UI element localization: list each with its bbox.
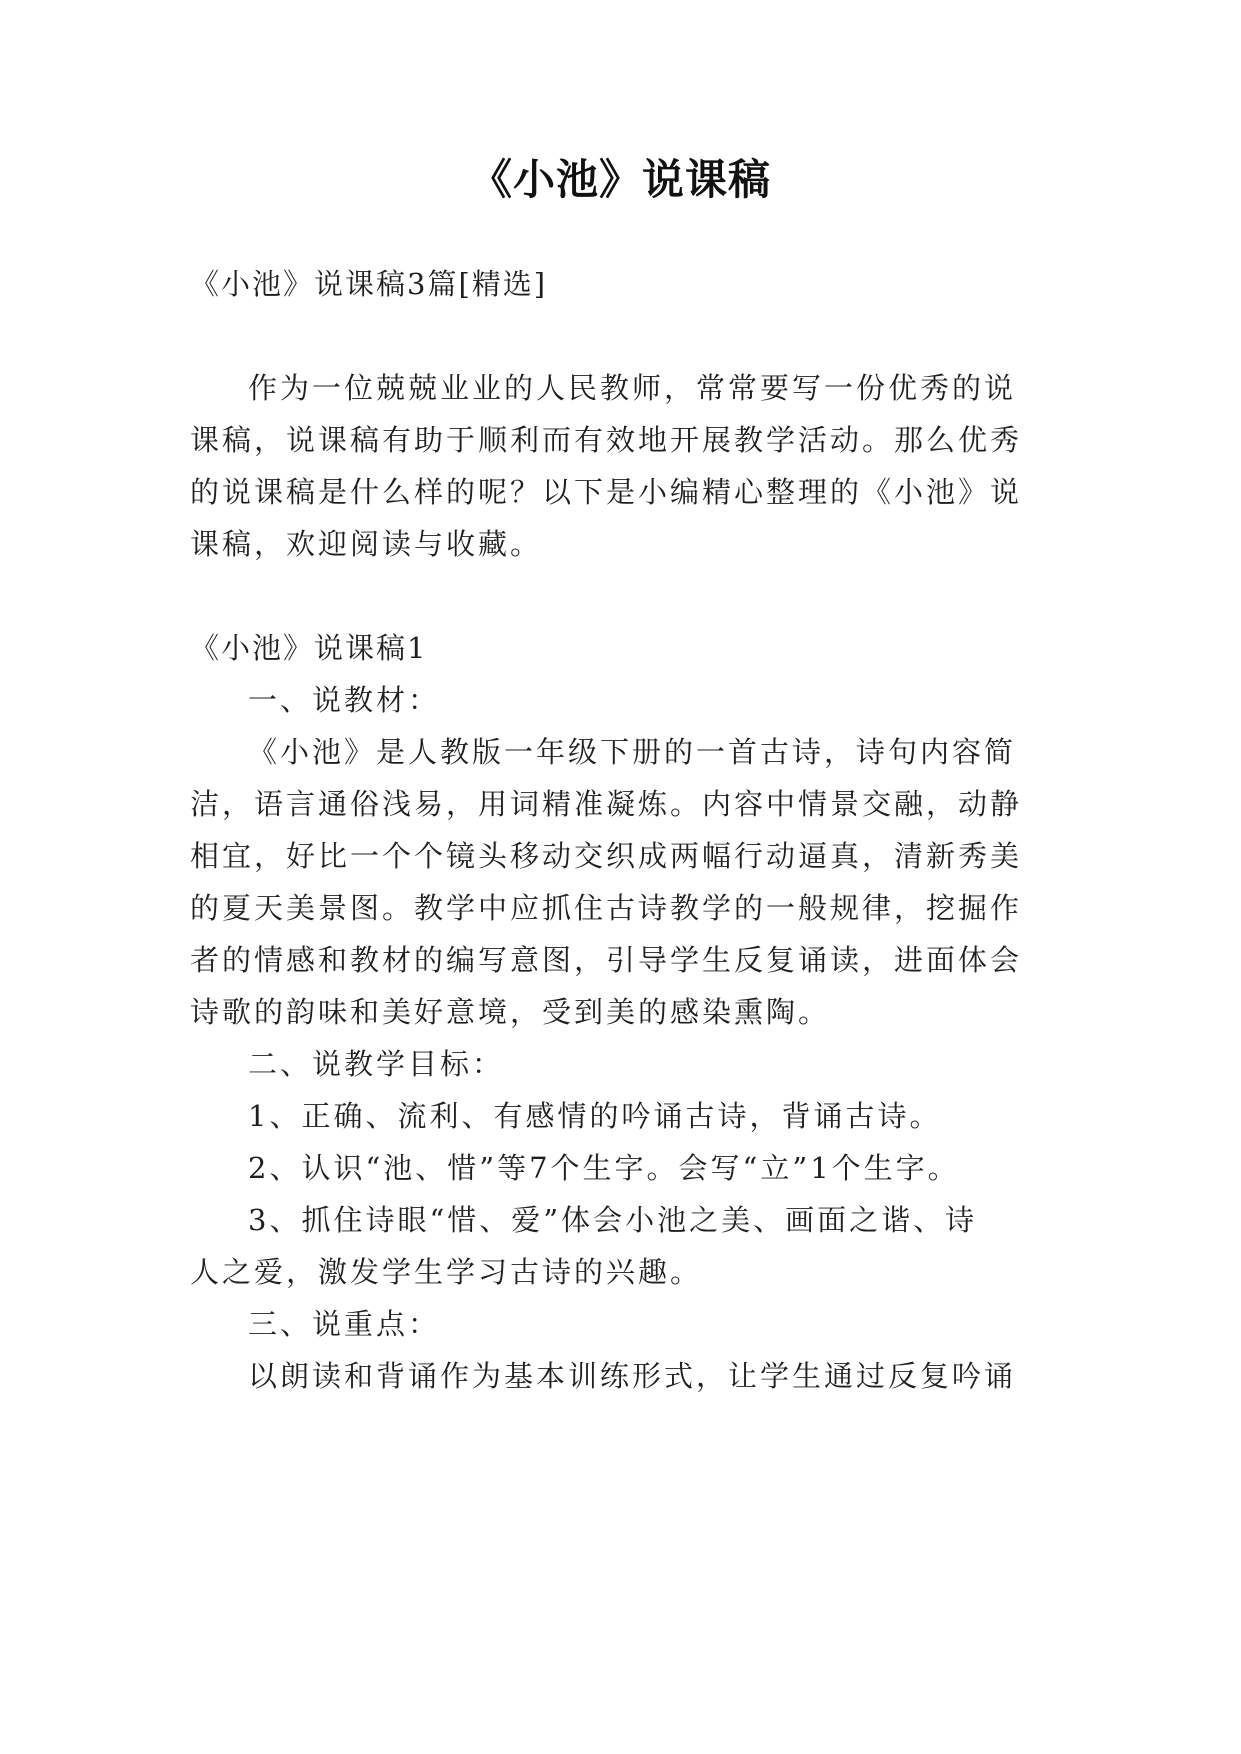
paragraph-line: 相宜，好比一个个镜头移动交织成两幅行动逼真，清新秀美: [190, 839, 1023, 873]
goal-item: 3、抓住诗眼“惜、爱”体会小池之美、画面之谐、诗: [248, 1203, 978, 1237]
paragraph-line: 《小池》是人教版一年级下册的一首古诗，诗句内容简: [248, 735, 1017, 769]
paragraph-line: 诗歌的韵味和美好意境，受到美的感染熏陶。: [190, 995, 831, 1029]
paragraph-line: 洁，语言通俗浅易，用词精准凝炼。内容中情景交融，动静: [190, 787, 1023, 821]
document-title: 《小池》说课稿: [469, 155, 771, 204]
intro-line: 作为一位兢兢业业的人民教师，常常要写一份优秀的说: [248, 371, 1017, 405]
intro-line: 课稿，欢迎阅读与收藏。: [190, 527, 543, 561]
paragraph-line: 的夏天美景图。教学中应抓住古诗教学的一般规律，挖掘作: [190, 891, 1023, 925]
section-heading: 《小池》说课稿1: [190, 631, 428, 665]
goal-item: 人之爱，激发学生学习古诗的兴趣。: [190, 1255, 703, 1289]
part-heading: 一、说教材：: [248, 683, 441, 717]
intro-line: 课稿，说课稿有助于顺利而有效地开展教学活动。那么优秀: [190, 423, 1023, 457]
goal-item: 2、认识“池、惜”等7个生字。会写“立”1个生字。: [248, 1151, 960, 1185]
part-heading: 二、说教学目标：: [248, 1047, 505, 1081]
goal-item: 1、正确、流利、有感情的吟诵古诗，背诵古诗。: [248, 1099, 942, 1133]
intro-line: 的说课稿是什么样的呢？以下是小编精心整理的《小池》说: [190, 475, 1023, 509]
part-heading: 三、说重点：: [248, 1307, 441, 1341]
document-subtitle: 《小池》说课稿3篇[精选]: [190, 267, 548, 301]
paragraph-line: 以朗读和背诵作为基本训练形式，让学生通过反复吟诵: [248, 1359, 1017, 1393]
paragraph-line: 者的情感和教材的编写意图，引导学生反复诵读，进面体会: [190, 943, 1023, 977]
